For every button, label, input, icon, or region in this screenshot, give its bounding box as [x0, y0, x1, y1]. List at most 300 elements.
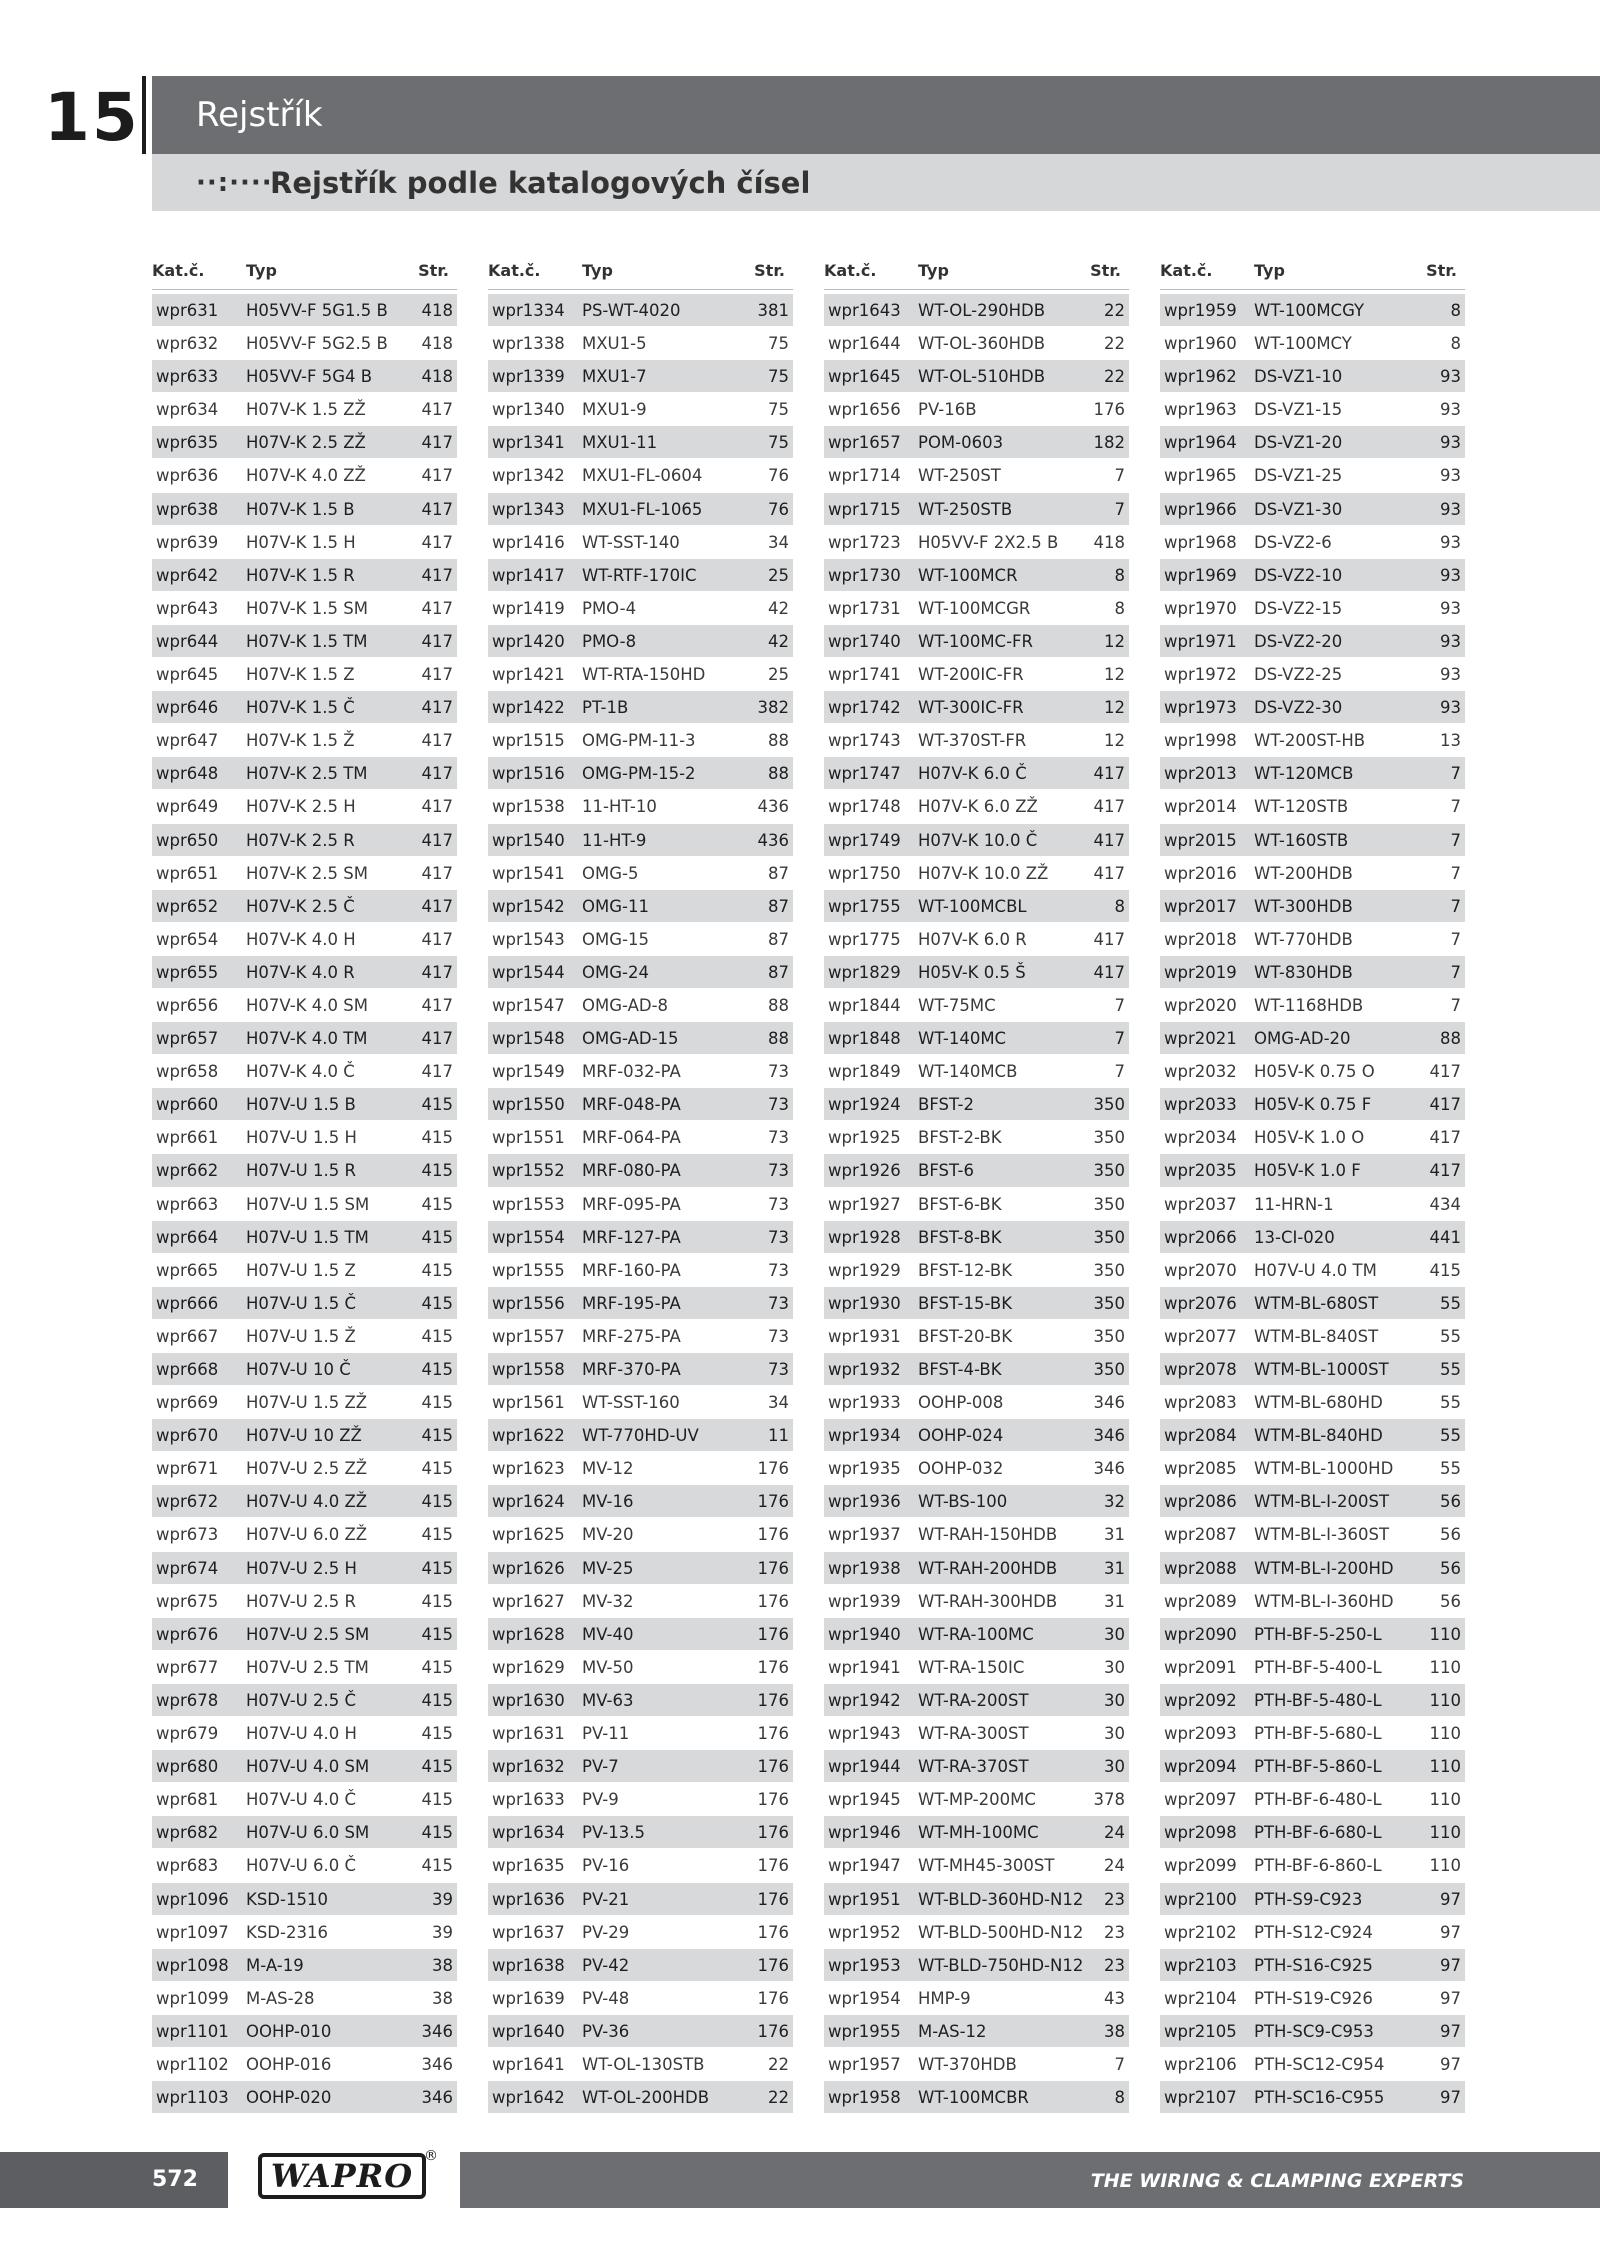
catalog-number: wpr1743	[828, 731, 901, 751]
page-cell: 176	[757, 1724, 789, 1744]
page-cell: 8	[1450, 334, 1461, 354]
table-row	[152, 956, 457, 989]
type-cell: WT-300HDB	[1254, 896, 1353, 916]
catalog-number: wpr663	[156, 1194, 219, 1214]
type-cell: DS-VZ2-20	[1254, 631, 1343, 651]
type-cell: DS-VZ2-25	[1254, 665, 1343, 685]
page-cell: 417	[421, 532, 453, 552]
catalog-number: wpr647	[156, 731, 219, 751]
type-cell: PTH-BF-5-400-L	[1254, 1657, 1382, 1677]
catalog-number: wpr2084	[1164, 1426, 1237, 1446]
table-row	[488, 724, 793, 757]
page-cell: 7	[1450, 764, 1461, 784]
type-cell: WT-RA-370ST	[918, 1757, 1029, 1777]
page-cell: 87	[768, 962, 789, 982]
table-row	[1160, 1717, 1465, 1750]
catalog-number: wpr2097	[1164, 1790, 1237, 1810]
type-cell: H07V-K 6.0 ZŽ	[918, 797, 1038, 817]
catalog-number: wpr1954	[828, 1988, 901, 2008]
catalog-number: wpr642	[156, 565, 219, 585]
catalog-number: wpr2104	[1164, 1988, 1237, 2008]
type-cell: BFST-15-BK	[918, 1293, 1013, 1313]
catalog-number: wpr1334	[492, 301, 565, 320]
page-cell: 415	[421, 1426, 453, 1446]
table-row	[824, 526, 1129, 559]
catalog-number: wpr2015	[1164, 830, 1237, 850]
table-row	[152, 790, 457, 823]
table-row	[1160, 1022, 1465, 1055]
page-cell: 7	[1450, 995, 1461, 1015]
table-row	[824, 724, 1129, 757]
type-cell: WTM-BL-I-360ST	[1254, 1525, 1390, 1545]
type-cell: PTH-S19-C926	[1254, 1988, 1373, 2008]
catalog-number: wpr1642	[492, 2088, 565, 2108]
table-row	[824, 327, 1129, 360]
table-row	[824, 559, 1129, 592]
table-row	[1160, 1783, 1465, 1816]
table-row	[1160, 2015, 1465, 2048]
catalog-number: wpr655	[156, 962, 219, 982]
page-cell: 176	[757, 1525, 789, 1545]
header-typ: Typ	[918, 261, 949, 280]
table-row	[1160, 360, 1465, 393]
catalog-number: wpr1343	[492, 499, 565, 519]
table-row	[152, 493, 457, 526]
catalog-number: wpr1935	[828, 1459, 901, 1479]
table-row	[1160, 1419, 1465, 1452]
page-cell: 8	[1114, 565, 1125, 585]
catalog-number: wpr1941	[828, 1657, 901, 1677]
type-cell: WT-RA-100MC	[918, 1624, 1034, 1644]
page-cell: 417	[1093, 962, 1125, 982]
header-str: Str.	[1090, 261, 1121, 280]
catalog-number: wpr1541	[492, 863, 565, 883]
column-header	[1160, 255, 1465, 290]
table-row	[1160, 1485, 1465, 1518]
table-row	[1160, 1320, 1465, 1353]
type-cell: WT-100MCGY	[1254, 301, 1365, 320]
page-cell: 55	[1440, 1459, 1461, 1479]
table-row	[152, 625, 457, 658]
table-row	[1160, 1121, 1465, 1154]
type-cell: M-A-19	[246, 1955, 304, 1975]
catalog-number: wpr1622	[492, 1426, 565, 1446]
type-cell: DS-VZ2-30	[1254, 698, 1343, 718]
catalog-number: wpr1755	[828, 896, 901, 916]
catalog-number: wpr1627	[492, 1591, 565, 1611]
header-str: Str.	[1426, 261, 1457, 280]
table-row	[824, 1717, 1129, 1750]
type-cell: BFST-4-BK	[918, 1360, 1002, 1379]
catalog-number: wpr1625	[492, 1525, 565, 1545]
catalog-number: wpr1929	[828, 1260, 901, 1280]
page-cell: 38	[432, 1988, 453, 2008]
table-row	[1160, 923, 1465, 956]
page-cell: 176	[757, 1988, 789, 2008]
page-cell: 97	[1440, 2054, 1461, 2074]
page-cell: 42	[768, 598, 789, 618]
catalog-number: wpr1553	[492, 1194, 565, 1214]
table-row	[152, 1320, 457, 1353]
catalog-number: wpr1848	[828, 1029, 901, 1049]
page-cell: 93	[1440, 565, 1461, 585]
catalog-number: wpr1926	[828, 1161, 901, 1181]
catalog-number: wpr1633	[492, 1790, 565, 1810]
catalog-number: wpr1637	[492, 1922, 565, 1942]
type-cell: OOHP-020	[246, 2088, 332, 2108]
catalog-number: wpr1844	[828, 995, 901, 1015]
catalog-number: wpr1638	[492, 1955, 565, 1975]
type-cell: H07V-U 2.5 SM	[246, 1624, 370, 1644]
table-row	[1160, 1552, 1465, 1585]
page-cell: 176	[757, 1856, 789, 1876]
type-cell: 11-HRN-1	[1254, 1194, 1334, 1214]
table-row	[488, 1684, 793, 1717]
page-cell: 176	[757, 1624, 789, 1644]
type-cell: H07V-U 1.5 B	[246, 1095, 356, 1115]
catalog-number: wpr1960	[1164, 334, 1237, 354]
catalog-number: wpr2013	[1164, 764, 1237, 784]
type-cell: BFST-8-BK	[918, 1227, 1002, 1247]
table-row	[1160, 1816, 1465, 1849]
catalog-number: wpr1549	[492, 1062, 565, 1082]
catalog-number: wpr2087	[1164, 1525, 1237, 1545]
type-cell: 11-HT-9	[582, 830, 647, 850]
type-cell: DS-VZ1-15	[1254, 400, 1343, 420]
table-row	[824, 294, 1129, 327]
page-cell: 93	[1440, 665, 1461, 685]
table-row	[1160, 724, 1465, 757]
page-cell: 38	[1104, 2021, 1125, 2041]
page-cell: 417	[421, 698, 453, 718]
page-cell: 93	[1440, 532, 1461, 552]
catalog-number: wpr1925	[828, 1128, 901, 1148]
type-cell: H07V-K 4.0 TM	[246, 1029, 368, 1049]
type-cell: PV-16B	[918, 400, 977, 420]
type-cell: H07V-K 4.0 H	[246, 929, 356, 949]
index-column-1	[152, 255, 457, 2114]
catalog-number: wpr2066	[1164, 1227, 1237, 1247]
page-cell: 415	[421, 1260, 453, 1280]
type-cell: H07V-U 2.5 H	[246, 1558, 357, 1578]
table-row	[488, 1221, 793, 1254]
table-row	[488, 360, 793, 393]
catalog-number: wpr2019	[1164, 962, 1237, 982]
page-cell: 25	[768, 665, 789, 685]
page-cell: 176	[757, 1558, 789, 1578]
page-cell: 93	[1440, 631, 1461, 651]
type-cell: WT-OL-130STB	[582, 2054, 705, 2074]
page-cell: 93	[1440, 367, 1461, 387]
type-cell: PV-36	[582, 2021, 630, 2041]
catalog-number: wpr1543	[492, 929, 565, 949]
table-row	[488, 2081, 793, 2114]
type-cell: H05V-K 0.75 O	[1254, 1062, 1375, 1082]
page-cell: 441	[1429, 1227, 1461, 1247]
catalog-number: wpr2037	[1164, 1194, 1237, 1214]
catalog-number: wpr2107	[1164, 2088, 1237, 2108]
page-cell: 12	[1104, 731, 1125, 751]
page-cell: 417	[421, 830, 453, 850]
catalog-number: wpr1556	[492, 1293, 565, 1313]
page-cell: 87	[768, 896, 789, 916]
catalog-number: wpr1624	[492, 1492, 565, 1512]
page-cell: 417	[421, 797, 453, 817]
table-row	[152, 923, 457, 956]
header-typ: Typ	[246, 261, 277, 280]
type-cell: 13-CI-020	[1254, 1227, 1335, 1247]
page-cell: 11	[768, 1426, 789, 1446]
table-row	[152, 757, 457, 790]
page-cell: 55	[1440, 1360, 1461, 1379]
table-row	[488, 625, 793, 658]
catalog-number: wpr1631	[492, 1724, 565, 1744]
catalog-number: wpr1928	[828, 1227, 901, 1247]
page-cell: 417	[421, 1029, 453, 1049]
type-cell: H07V-K 4.0 ZŽ	[246, 466, 366, 486]
page-cell: 417	[1093, 830, 1125, 850]
catalog-number: wpr1623	[492, 1459, 565, 1479]
catalog-number: wpr1849	[828, 1062, 901, 1082]
catalog-number: wpr1097	[156, 1922, 229, 1942]
page-cell: 417	[421, 863, 453, 883]
table-row	[152, 1783, 457, 1816]
table-row	[152, 1982, 457, 2015]
page-cell: 22	[1104, 334, 1125, 354]
catalog-number: wpr1933	[828, 1393, 901, 1413]
catalog-number: wpr664	[156, 1227, 219, 1247]
table-row	[152, 658, 457, 691]
type-cell: PV-21	[582, 1889, 630, 1909]
table-row	[824, 1022, 1129, 1055]
page-cell: 73	[768, 1360, 789, 1379]
type-cell: PV-11	[582, 1724, 630, 1744]
table-row	[152, 459, 457, 492]
catalog-number: wpr1635	[492, 1856, 565, 1876]
page-cell: 415	[421, 1657, 453, 1677]
page-cell: 93	[1440, 598, 1461, 618]
type-cell: WT-OL-290HDB	[918, 301, 1046, 320]
page-cell: 415	[421, 1823, 453, 1843]
catalog-number: wpr1998	[1164, 731, 1237, 751]
table-row	[488, 757, 793, 790]
catalog-number: wpr675	[156, 1591, 219, 1611]
catalog-number: wpr1547	[492, 995, 565, 1015]
page-cell: 417	[421, 499, 453, 519]
page-cell: 97	[1440, 1922, 1461, 1942]
table-row	[488, 1585, 793, 1618]
catalog-number: wpr1419	[492, 598, 565, 618]
catalog-number: wpr2020	[1164, 995, 1237, 1015]
table-row	[824, 1055, 1129, 1088]
type-cell: H05VV-F 5G1.5 B	[246, 301, 388, 320]
page-cell: 73	[768, 1227, 789, 1247]
page-cell: 417	[421, 565, 453, 585]
type-cell: H07V-K 6.0 R	[918, 929, 1027, 949]
catalog-number: wpr1340	[492, 400, 565, 420]
page-cell: 55	[1440, 1326, 1461, 1346]
table-row	[824, 1783, 1129, 1816]
footer-slogan: THE WIRING & CLAMPING EXPERTS	[1090, 2170, 1464, 2192]
catalog-number: wpr1924	[828, 1095, 901, 1115]
table-row	[1160, 1287, 1465, 1320]
type-cell: WT-140MC	[918, 1029, 1007, 1049]
table-row	[488, 890, 793, 923]
catalog-number: wpr661	[156, 1128, 219, 1148]
catalog-number: wpr1626	[492, 1558, 565, 1578]
page-cell: 73	[768, 1293, 789, 1313]
page-cell: 7	[1450, 830, 1461, 850]
table-row	[1160, 790, 1465, 823]
catalog-number: wpr2103	[1164, 1955, 1237, 1975]
catalog-number: wpr1938	[828, 1558, 901, 1578]
table-row	[152, 1221, 457, 1254]
table-row	[152, 1949, 457, 1982]
page-cell: 176	[757, 1459, 789, 1479]
type-cell: MV-20	[582, 1525, 634, 1545]
type-cell: WT-200IC-FR	[918, 665, 1024, 685]
page-cell: 22	[768, 2054, 789, 2074]
catalog-number: wpr1422	[492, 698, 565, 718]
page-cell: 39	[432, 1889, 453, 1909]
catalog-number: wpr2091	[1164, 1657, 1237, 1677]
type-cell: H07V-U 1.5 R	[246, 1161, 356, 1181]
type-cell: H07V-U 2.5 R	[246, 1591, 356, 1611]
table-row	[824, 1485, 1129, 1518]
page-cell: 415	[421, 1128, 453, 1148]
table-row	[824, 592, 1129, 625]
type-cell: PS-WT-4020	[582, 301, 681, 320]
catalog-number: wpr2076	[1164, 1293, 1237, 1313]
catalog-number: wpr1561	[492, 1393, 565, 1413]
catalog-number: wpr2092	[1164, 1690, 1237, 1710]
page-cell: 8	[1450, 301, 1461, 320]
table-row	[824, 1618, 1129, 1651]
catalog-number: wpr2017	[1164, 896, 1237, 916]
page-cell: 13	[1440, 731, 1461, 751]
page-cell: 176	[757, 1591, 789, 1611]
table-row	[488, 1254, 793, 1287]
table-row	[152, 327, 457, 360]
catalog-number: wpr643	[156, 598, 219, 618]
table-row	[152, 2081, 457, 2114]
page-cell: 110	[1429, 1624, 1461, 1644]
type-cell: OMG-11	[582, 896, 649, 916]
chapter-divider	[142, 76, 146, 154]
type-cell: H07V-K 1.5 Z	[246, 665, 355, 685]
table-row	[152, 2048, 457, 2081]
type-cell: H05VV-F 2X2.5 B	[918, 532, 1059, 552]
page-cell: 39	[432, 1922, 453, 1942]
type-cell: PV-13.5	[582, 1823, 645, 1843]
page-cell: 55	[1440, 1293, 1461, 1313]
table-row	[824, 1949, 1129, 1982]
catalog-number: wpr1934	[828, 1426, 901, 1446]
type-cell: WTM-BL-680ST	[1254, 1293, 1379, 1313]
table-row	[1160, 592, 1465, 625]
page-cell: 30	[1104, 1724, 1125, 1744]
type-cell: MRF-032-PA	[582, 1062, 681, 1082]
catalog-number: wpr2077	[1164, 1326, 1237, 1346]
type-cell: OMG-AD-20	[1254, 1029, 1351, 1049]
table-row	[824, 459, 1129, 492]
index-column-3	[824, 255, 1129, 2114]
table-row	[152, 1353, 457, 1386]
table-row	[488, 1055, 793, 1088]
page-cell: 88	[1440, 1029, 1461, 1049]
catalog-number: wpr1958	[828, 2088, 901, 2108]
type-cell: PV-48	[582, 1988, 630, 2008]
type-cell: WT-100MCY	[1254, 334, 1352, 354]
catalog-number: wpr645	[156, 665, 219, 685]
type-cell: PTH-BF-5-250-L	[1254, 1624, 1382, 1644]
table-row	[824, 989, 1129, 1022]
table-row	[824, 1684, 1129, 1717]
type-cell: WT-370ST-FR	[918, 731, 1027, 751]
table-row	[488, 691, 793, 724]
table-row	[1160, 989, 1465, 1022]
type-cell: H07V-U 1.5 ZŽ	[246, 1393, 368, 1413]
catalog-number: wpr674	[156, 1558, 219, 1578]
type-cell: OMG-PM-15-2	[582, 764, 696, 784]
catalog-number: wpr632	[156, 334, 219, 354]
type-cell: OOHP-024	[918, 1426, 1004, 1446]
table-row	[152, 1154, 457, 1187]
page-cell: 30	[1104, 1624, 1125, 1644]
type-cell: MV-40	[582, 1624, 634, 1644]
catalog-number: wpr1643	[828, 301, 901, 320]
table-row	[1160, 658, 1465, 691]
type-cell: WT-770HDB	[1254, 929, 1353, 949]
wapro-logo: WAPRO	[258, 2153, 426, 2199]
catalog-number: wpr1963	[1164, 400, 1237, 420]
page-cell: 110	[1429, 1724, 1461, 1744]
type-cell: WTM-BL-1000HD	[1254, 1459, 1394, 1479]
catalog-number: wpr2089	[1164, 1591, 1237, 1611]
table-row	[824, 1188, 1129, 1221]
table-row	[1160, 1618, 1465, 1651]
page-cell: 418	[421, 301, 453, 320]
type-cell: WT-OL-360HDB	[918, 334, 1046, 354]
page-cell: 415	[421, 1194, 453, 1214]
catalog-number: wpr646	[156, 698, 219, 718]
page-cell: 7	[1450, 863, 1461, 883]
catalog-number: wpr1829	[828, 962, 901, 982]
table-row	[824, 1585, 1129, 1618]
catalog-number: wpr1966	[1164, 499, 1237, 519]
type-cell: MV-25	[582, 1558, 634, 1578]
table-row	[488, 1188, 793, 1221]
page-cell: 417	[421, 598, 453, 618]
table-row	[824, 625, 1129, 658]
catalog-number: wpr1101	[156, 2021, 229, 2041]
type-cell: H07V-U 1.5 Ž	[246, 1326, 356, 1346]
type-cell: WT-RA-150IC	[918, 1657, 1025, 1677]
page-cell: 23	[1104, 1889, 1125, 1909]
type-cell: WTM-BL-840ST	[1254, 1326, 1379, 1346]
table-row	[1160, 1518, 1465, 1551]
type-cell: MXU1-5	[582, 334, 647, 354]
table-row	[488, 1883, 793, 1916]
table-row	[152, 592, 457, 625]
table-row	[152, 1419, 457, 1452]
page-cell: 97	[1440, 1988, 1461, 2008]
table-row	[1160, 526, 1465, 559]
table-row	[488, 1750, 793, 1783]
page-cell: 417	[1429, 1161, 1461, 1181]
table-row	[488, 426, 793, 459]
catalog-number: wpr657	[156, 1029, 219, 1049]
